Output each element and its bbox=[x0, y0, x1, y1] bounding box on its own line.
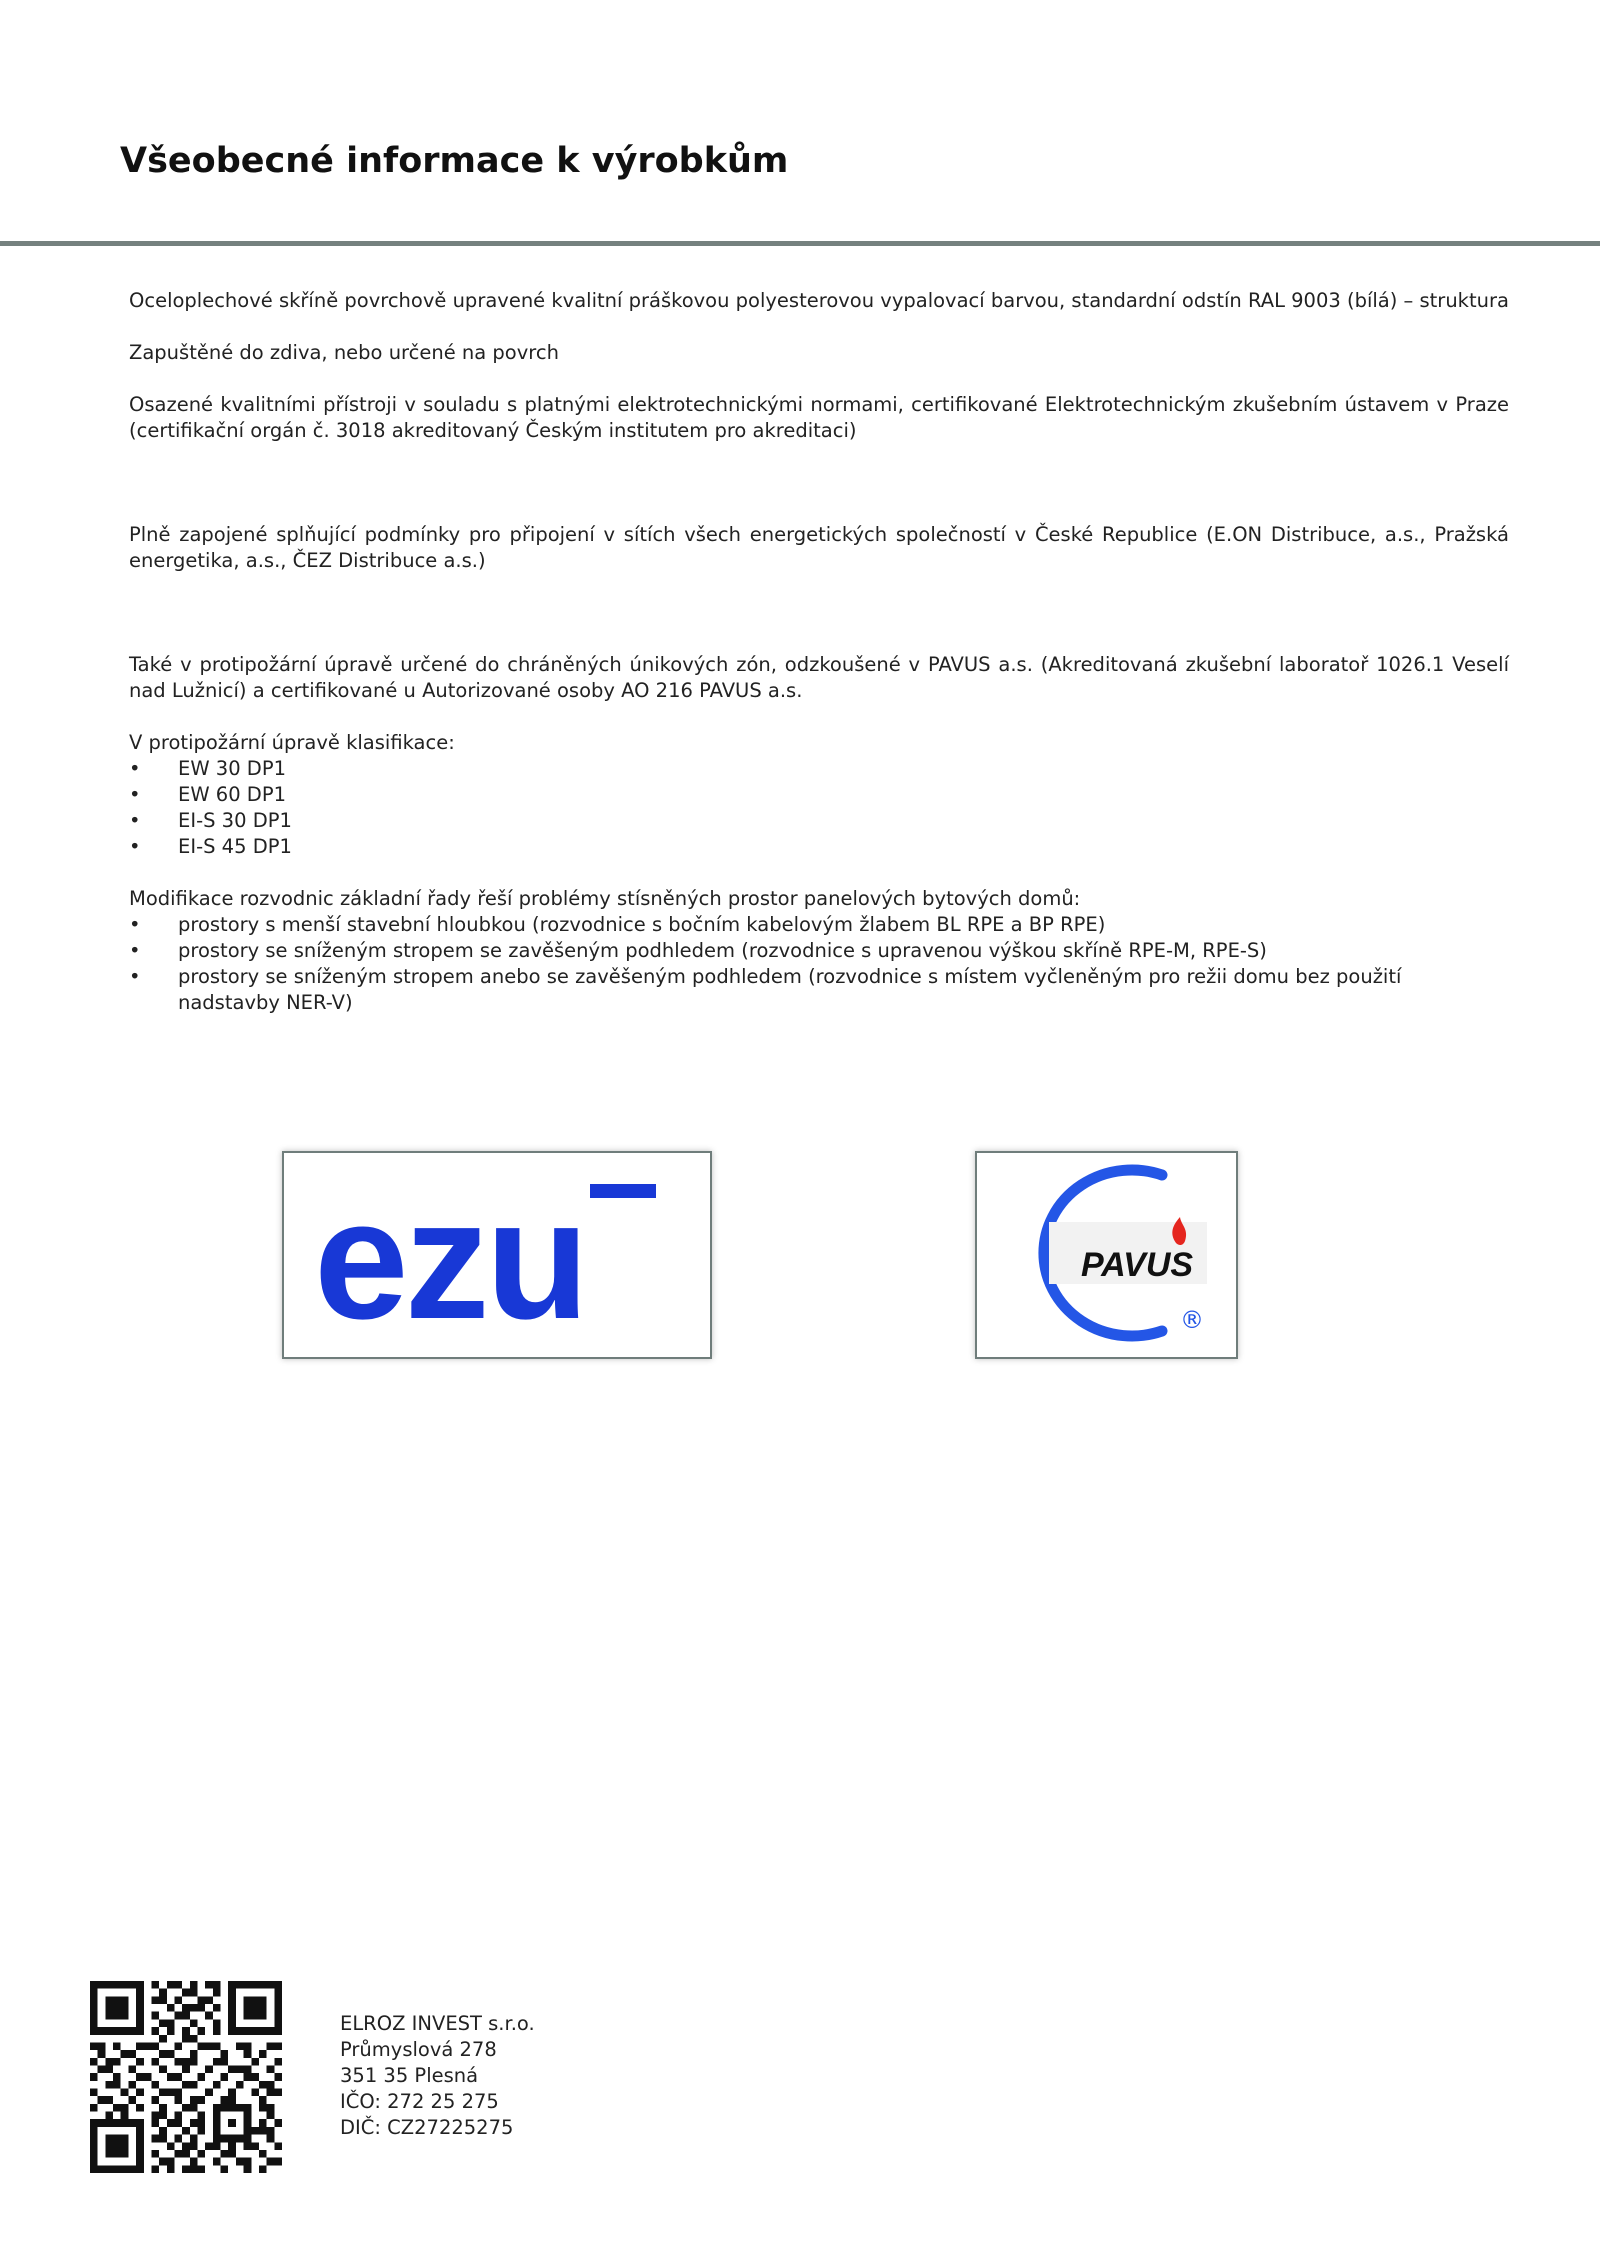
paragraph-certification: Osazené kvalitními přístroji v souladu s platnými elektrotechnickými normami, certifikované Elektrotechnickým zkušebním ústavem v Praze (certifikační orgán č. 3018 akreditovaný Českým institutem pro akreditaci) bbox=[129, 393, 1509, 442]
header-divider bbox=[0, 241, 1600, 246]
list-item: • EI-S 30 DP1 bbox=[129, 808, 1509, 834]
classification-list bbox=[129, 756, 1509, 860]
classification-heading: V protipožární úpravě klasifikace: bbox=[129, 731, 455, 754]
list-item: • EI-S 45 DP1 bbox=[129, 834, 1509, 860]
pavus-logo bbox=[975, 1151, 1238, 1359]
company-street: Průmyslová 278 bbox=[340, 2038, 497, 2061]
company-name: ELROZ INVEST s.r.o. bbox=[340, 2012, 535, 2035]
paragraph-finish: Oceloplechové skříně povrchově upravené kvalitní práškovou polyesterovou vypalovací barvou, standardní odstín RAL 9003 (bílá) – struktura bbox=[129, 289, 1509, 312]
list-item: • EW 60 DP1 bbox=[129, 782, 1509, 808]
list-item: • prostory se sníženým stropem se zavěšeným podhledem (rozvodnice s upravenou výškou skříně RPE-M, RPE-S) bbox=[129, 938, 1509, 964]
qr-code-icon bbox=[90, 1981, 282, 2173]
paragraph-fire-protection: Také v protipožární úpravě určené do chráněných únikových zón, odzkoušené v PAVUS a.s. (Akreditovaná zkušební laboratoř 1026.1 Veselí nad Lužnicí) a certifikované u Autorizované osoby AO 216 PAVUS a.s. bbox=[129, 653, 1509, 702]
company-city: 351 35 Plesná bbox=[340, 2064, 479, 2087]
modification-heading: Modifikace rozvodnic základní řady řeší problémy stísněných prostor panelových bytových domů: bbox=[129, 887, 1081, 910]
company-address bbox=[340, 2011, 535, 2141]
company-dic: DIČ: CZ27225275 bbox=[340, 2116, 514, 2139]
pavus-logo-graphic bbox=[977, 1153, 1236, 1357]
ezu-macron-mark bbox=[590, 1184, 656, 1198]
paragraph-mounting: Zapuštěné do zdiva, nebo určené na povrch bbox=[129, 341, 559, 364]
main-content bbox=[129, 288, 1509, 1016]
paragraph-wiring: Plně zapojené splňující podmínky pro připojení v sítích všech energetických společností v České Republice (E.ON Distribuce, a.s., Pražská energetika, a.s., ČEZ Distribuce a.s.) bbox=[129, 523, 1509, 572]
ezu-logo bbox=[282, 1151, 712, 1359]
list-item: • prostory se sníženým stropem anebo se zavěšeným podhledem (rozvodnice s místem vyčleněným pro režii domu bez použití nadstavby NER-V) bbox=[129, 964, 1509, 1016]
pavus-logo-text: PAVUS bbox=[1081, 1246, 1194, 1284]
page-title: Všeobecné informace k výrobkům bbox=[120, 141, 789, 181]
list-item: • prostory s menší stavební hloubkou (rozvodnice s bočním kabelovým žlabem BL RPE a BP RPE) bbox=[129, 912, 1509, 938]
company-ico: IČO: 272 25 275 bbox=[340, 2090, 499, 2113]
modification-list bbox=[129, 912, 1509, 1016]
ezu-logo-text: ezu bbox=[314, 1165, 586, 1355]
list-item: • EW 30 DP1 bbox=[129, 756, 1509, 782]
registered-mark: ® bbox=[1180, 1306, 1204, 1334]
